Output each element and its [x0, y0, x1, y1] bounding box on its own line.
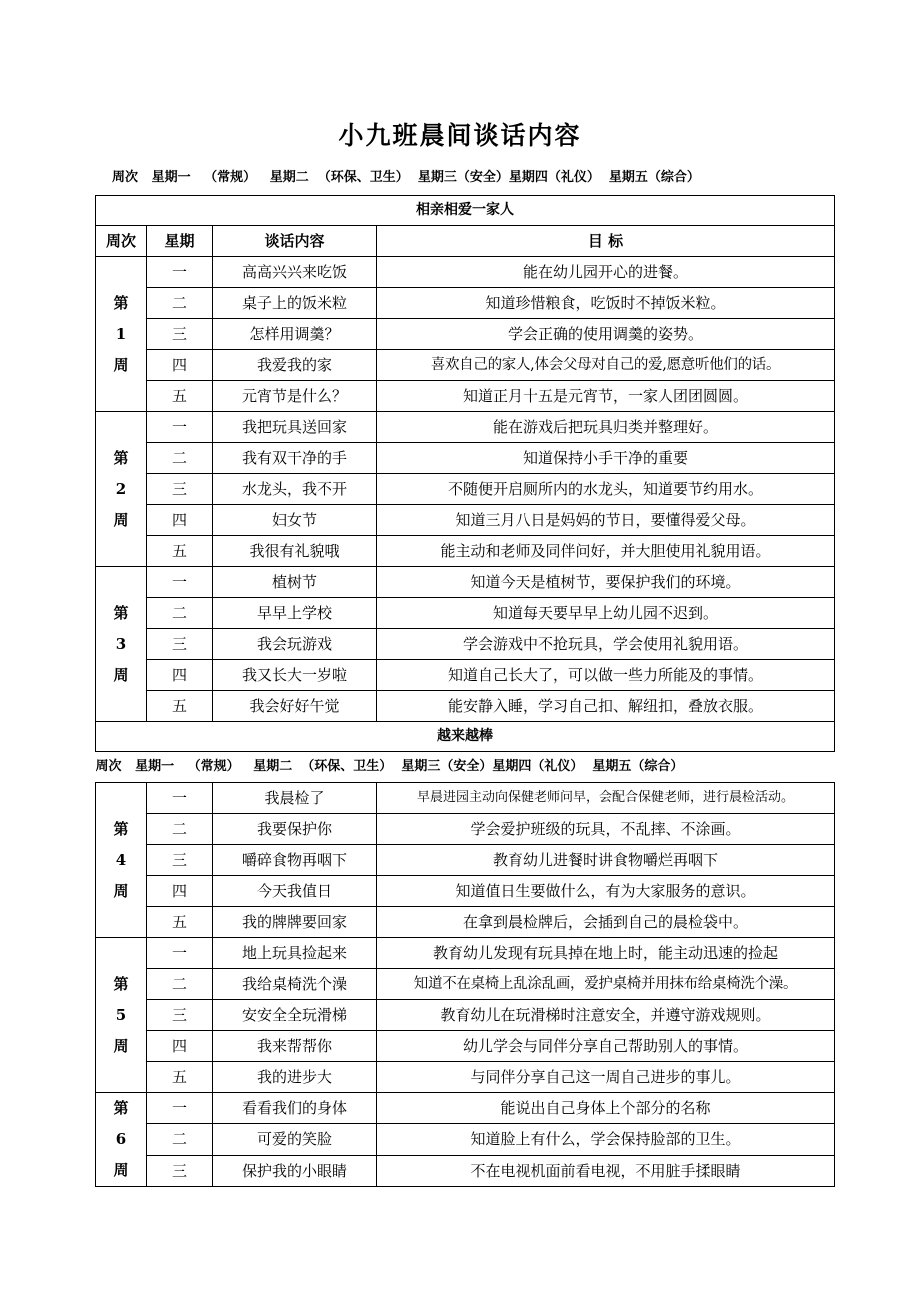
table-row [96, 629, 835, 660]
topic-cell: 桌子上的饭米粒 [213, 288, 377, 319]
goal-cell: 知道正月十五是元宵节，一家人团团圆圆。 [377, 381, 835, 412]
day-cell: 四 [147, 505, 213, 536]
table-row [96, 660, 835, 691]
goal-cell: 知道脸上有什么，学会保持脸部的卫生。 [377, 1124, 835, 1155]
week-label-part: 6 [115, 1130, 127, 1148]
goal-cell: 能在幼儿园开心的进餐。 [377, 257, 835, 288]
day-cell: 四 [147, 876, 213, 907]
table-row [96, 257, 835, 288]
day-cell: 四 [147, 1031, 213, 1062]
day-cell: 五 [147, 536, 213, 567]
topic-cell: 今天我值日 [213, 876, 377, 907]
topic-cell: 元宵节是什么？ [213, 381, 377, 412]
table-row [96, 1124, 835, 1155]
goal-cell: 教育幼儿进餐时讲食物嚼烂再咽下 [377, 845, 835, 876]
table-row [96, 1155, 835, 1186]
day-cell: 五 [147, 691, 213, 722]
topic-cell: 怎样用调羹？ [213, 319, 377, 350]
day-cell: 五 [147, 907, 213, 938]
week-label-part: 3 [115, 634, 127, 653]
goal-cell: 教育幼儿在玩滑梯时注意安全，并遵守游戏规则。 [377, 1000, 835, 1031]
goal-cell: 能说出自己身体上个部分的名称 [377, 1093, 835, 1124]
topic-cell: 我给桌椅洗个澡 [213, 969, 377, 1000]
week-label-part: 第 [113, 293, 129, 312]
goal-cell: 能在游戏后把玩具归类并整理好。 [377, 412, 835, 443]
goal-cell: 学会爱护班级的玩具，不乱摔、不涂画。 [377, 814, 835, 845]
goal-cell: 知道今天是植树节，要保护我们的环境。 [377, 567, 835, 598]
week-label-part: 第 [113, 603, 129, 622]
topic-cell: 妇女节 [213, 505, 377, 536]
topic-cell: 我来帮帮你 [213, 1031, 377, 1062]
goal-cell: 知道值日生要做什么，有为大家服务的意识。 [377, 876, 835, 907]
table-row [96, 567, 835, 598]
table-row [96, 350, 835, 381]
topic-cell: 我会玩游戏 [213, 629, 377, 660]
week-label-part: 周 [113, 355, 129, 374]
section-title-row [96, 722, 835, 752]
topic-cell: 看看我们的身体 [213, 1093, 377, 1124]
goal-cell: 不在电视机面前看电视，不用脏手揉眼睛 [377, 1155, 835, 1186]
day-cell: 一 [147, 567, 213, 598]
goal-cell: 知道三月八日是妈妈的节日，要懂得爱父母。 [377, 505, 835, 536]
header-day: 星期 [147, 226, 213, 257]
goal-cell: 早晨进园主动向保健老师问早，会配合保健老师，进行晨检活动。 [377, 783, 835, 814]
topic-cell: 我晨检了 [213, 783, 377, 814]
topic-cell: 我要保护你 [213, 814, 377, 845]
legend-row [96, 752, 835, 783]
table-row [96, 845, 835, 876]
legend-line: 周次 星期一 （常规） 星期二 （环保、卫生） 星期三（安全）星期四（礼仪） 星期五（综合） [112, 170, 700, 185]
week-label-part: 1 [115, 324, 127, 343]
table-row [96, 598, 835, 629]
day-cell: 一 [147, 257, 213, 288]
topic-cell: 安安全全玩滑梯 [213, 1000, 377, 1031]
table-row [96, 474, 835, 505]
topic-cell: 保护我的小眼睛 [213, 1155, 377, 1186]
topic-cell: 水龙头，我不开 [213, 474, 377, 505]
section-title: 相亲相爱一家人 [96, 196, 835, 226]
week-label [96, 938, 147, 1093]
topic-cell: 我很有礼貌哦 [213, 536, 377, 567]
topic-cell: 我有双干净的手 [213, 443, 377, 474]
week-label-part: 4 [115, 850, 127, 869]
table-row [96, 536, 835, 567]
goal-cell: 知道自己长大了，可以做一些力所能及的事情。 [377, 660, 835, 691]
topic-cell: 早早上学校 [213, 598, 377, 629]
table-row [96, 814, 835, 845]
goal-cell: 幼儿学会与同伴分享自己帮助别人的事情。 [377, 1031, 835, 1062]
table-row [96, 1000, 835, 1031]
table-row [96, 319, 835, 350]
section-title-row [96, 196, 835, 226]
talk-schedule-table [95, 195, 835, 1187]
header-week: 周次 [96, 226, 147, 257]
topic-cell: 我的进步大 [213, 1062, 377, 1093]
week-label-part: 第 [113, 819, 129, 838]
week-label-part: 2 [115, 479, 127, 498]
week-label [96, 412, 147, 567]
table-row [96, 691, 835, 722]
day-cell: 一 [147, 783, 213, 814]
week-label-part: 周 [113, 510, 129, 529]
week-label-part: 5 [115, 1005, 127, 1024]
header-goal: 目 标 [377, 226, 835, 257]
legend-line: 周次 星期一 （常规） 星期二 （环保、卫生） 星期三（安全）星期四（礼仪） 星期五（综合） [95, 759, 684, 774]
topic-cell: 我又长大一岁啦 [213, 660, 377, 691]
topic-cell: 高高兴兴来吃饭 [213, 257, 377, 288]
day-cell: 四 [147, 350, 213, 381]
goal-cell: 知道保持小手干净的重要 [377, 443, 835, 474]
day-cell: 三 [147, 629, 213, 660]
topic-cell: 我会好好午觉 [213, 691, 377, 722]
header-topic: 谈话内容 [213, 226, 377, 257]
table-row [96, 288, 835, 319]
day-cell: 四 [147, 660, 213, 691]
table-row [96, 876, 835, 907]
day-cell: 三 [147, 1000, 213, 1031]
topic-cell: 我爱我的家 [213, 350, 377, 381]
week-label-part: 第 [113, 448, 129, 467]
section-title: 越来越棒 [96, 722, 835, 752]
goal-cell: 能安静入睡，学习自己扣、解纽扣，叠放衣服。 [377, 691, 835, 722]
topic-cell: 可爱的笑脸 [213, 1124, 377, 1155]
table-row [96, 412, 835, 443]
goal-cell: 能主动和老师及同伴问好，并大胆使用礼貌用语。 [377, 536, 835, 567]
week-label-part: 第 [113, 974, 129, 993]
week-label-part: 周 [113, 881, 129, 900]
topic-cell: 嚼碎食物再咽下 [213, 845, 377, 876]
day-cell: 五 [147, 381, 213, 412]
day-cell: 二 [147, 288, 213, 319]
goal-cell: 学会正确的使用调羹的姿势。 [377, 319, 835, 350]
goal-cell: 知道每天要早早上幼儿园不迟到。 [377, 598, 835, 629]
day-cell: 二 [147, 443, 213, 474]
week-label [96, 257, 147, 412]
table-row [96, 381, 835, 412]
goal-cell: 与同伴分享自己这一周自己进步的事儿。 [377, 1062, 835, 1093]
day-cell: 二 [147, 814, 213, 845]
day-cell: 三 [147, 319, 213, 350]
header-row [96, 226, 835, 257]
day-cell: 二 [147, 1124, 213, 1155]
day-cell: 一 [147, 1093, 213, 1124]
week-label [96, 567, 147, 722]
table-row [96, 783, 835, 814]
table-row [96, 1093, 835, 1124]
topic-cell: 我把玩具送回家 [213, 412, 377, 443]
day-cell: 三 [147, 845, 213, 876]
page-title: 小九班晨间谈话内容 [338, 121, 582, 150]
day-cell: 二 [147, 598, 213, 629]
table-row [96, 1062, 835, 1093]
goal-cell: 喜欢自己的家人,体会父母对自己的爱,愿意听他们的话。 [377, 350, 835, 381]
week-label-part: 周 [113, 1036, 129, 1055]
topic-cell: 植树节 [213, 567, 377, 598]
topic-cell: 地上玩具捡起来 [213, 938, 377, 969]
table-row [96, 443, 835, 474]
week-label [96, 1093, 147, 1187]
week-label-part: 周 [113, 1161, 129, 1179]
goal-cell: 不随便开启厕所内的水龙头，知道要节约用水。 [377, 474, 835, 505]
goal-cell: 学会游戏中不抢玩具，学会使用礼貌用语。 [377, 629, 835, 660]
table-row [96, 938, 835, 969]
day-cell: 二 [147, 969, 213, 1000]
topic-cell: 我的牌牌要回家 [213, 907, 377, 938]
table-row [96, 1031, 835, 1062]
week-label-part: 第 [113, 1099, 129, 1117]
day-cell: 一 [147, 412, 213, 443]
day-cell: 三 [147, 1155, 213, 1186]
week-label [96, 783, 147, 938]
table-row [96, 505, 835, 536]
table-row [96, 969, 835, 1000]
goal-cell: 在拿到晨检牌后，会插到自己的晨检袋中。 [377, 907, 835, 938]
day-cell: 五 [147, 1062, 213, 1093]
goal-cell: 知道不在桌椅上乱涂乱画，爱护桌椅并用抹布给桌椅洗个澡。 [377, 969, 835, 1000]
day-cell: 三 [147, 474, 213, 505]
week-label-part: 周 [113, 665, 129, 684]
goal-cell: 知道珍惜粮食，吃饭时不掉饭米粒。 [377, 288, 835, 319]
goal-cell: 教育幼儿发现有玩具掉在地上时，能主动迅速的捡起 [377, 938, 835, 969]
day-cell: 一 [147, 938, 213, 969]
table-row [96, 907, 835, 938]
